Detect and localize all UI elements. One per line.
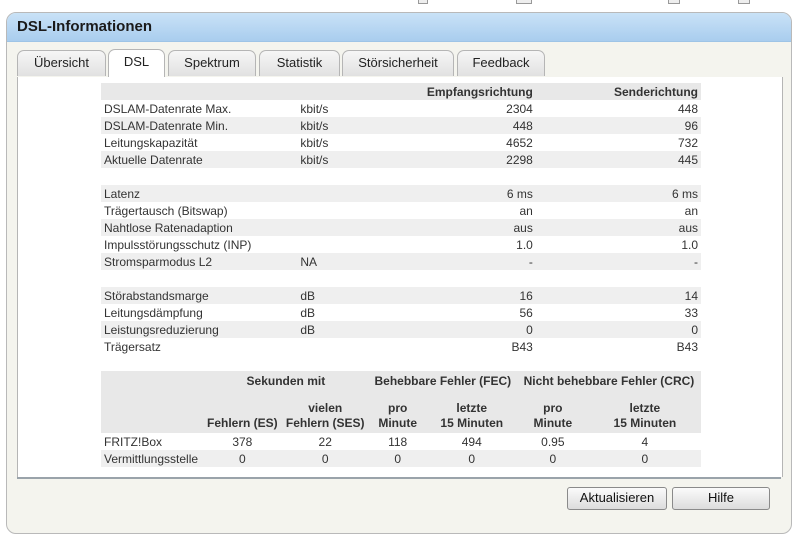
sub-header xyxy=(203,399,282,433)
header-crc: Nicht behebbare Fehler (CRC) xyxy=(517,371,701,399)
row-value: 378 xyxy=(203,433,282,450)
table-row xyxy=(101,433,701,450)
row-label: Stromsparmodus L2 xyxy=(101,253,297,270)
row-rx-value: 2304 xyxy=(424,100,536,117)
row-tx-value: - xyxy=(536,253,701,270)
row-rx-value: 6 ms xyxy=(424,185,536,202)
row-rx-value: 1.0 xyxy=(424,236,536,253)
row-label xyxy=(101,168,297,185)
table-row xyxy=(101,185,701,202)
row-label: Störabstandsmarge xyxy=(101,287,297,304)
row-value: 0 xyxy=(427,450,517,467)
error-group-header-row xyxy=(101,371,701,399)
header-empty xyxy=(297,83,423,100)
table-row xyxy=(101,202,701,219)
row-rx-value: 0 xyxy=(424,321,536,338)
row-tx-value: 445 xyxy=(536,151,701,168)
sub-header-line: vielen xyxy=(308,401,343,415)
table-row xyxy=(101,253,701,270)
tab-stoersicherheit[interactable]: Störsicherheit xyxy=(342,50,454,76)
header-empty xyxy=(101,371,203,399)
sub-header-line: letzte xyxy=(629,401,661,415)
row-rx-value: 56 xyxy=(424,304,536,321)
row-tx-value: B43 xyxy=(536,338,701,355)
table-row xyxy=(101,100,701,117)
footer-divider xyxy=(17,477,781,479)
header-empty xyxy=(101,399,203,433)
row-unit xyxy=(297,168,423,185)
refresh-button[interactable]: Aktualisieren xyxy=(567,487,667,510)
table-row xyxy=(101,151,701,168)
tab-spektrum[interactable]: Spektrum xyxy=(168,50,256,76)
row-unit: dB xyxy=(297,287,423,304)
sub-header-line: Fehlern (SES) xyxy=(285,416,365,430)
row-unit: kbit/s xyxy=(297,117,423,134)
row-rx-value xyxy=(424,168,536,185)
row-unit xyxy=(297,236,423,253)
row-label: Vermittlungsstelle xyxy=(101,450,203,467)
row-rx-value: 4652 xyxy=(424,134,536,151)
sub-header-line: pro xyxy=(543,401,563,415)
toolbar-icon[interactable] xyxy=(418,0,428,4)
row-tx-value: aus xyxy=(536,219,701,236)
row-tx-value: 1.0 xyxy=(536,236,701,253)
table-row xyxy=(101,117,701,134)
row-value: 494 xyxy=(427,433,517,450)
row-label: Latenz xyxy=(101,185,297,202)
row-label: Trägertausch (Bitswap) xyxy=(101,202,297,219)
table-row xyxy=(101,287,701,304)
table-row xyxy=(101,321,701,338)
row-unit xyxy=(297,270,423,287)
row-unit: NA xyxy=(297,253,423,270)
table-row xyxy=(101,304,701,321)
toolbar-icon[interactable] xyxy=(668,0,680,4)
row-value: 0.95 xyxy=(517,433,589,450)
row-tx-value: 0 xyxy=(536,321,701,338)
header-rx: Empfangsrichtung xyxy=(424,83,536,100)
row-label: Leistungsreduzierung xyxy=(101,321,297,338)
row-tx-value xyxy=(536,270,701,287)
row-unit: kbit/s xyxy=(297,100,423,117)
tab-feedback[interactable]: Feedback xyxy=(457,50,545,76)
row-label xyxy=(101,270,297,287)
sub-header-line: 15 Minuten xyxy=(440,416,504,430)
row-tx-value: 14 xyxy=(536,287,701,304)
header-seconds-with: Sekunden mit xyxy=(203,371,369,399)
help-button[interactable]: Hilfe xyxy=(672,487,770,510)
row-unit xyxy=(297,185,423,202)
row-rx-value: B43 xyxy=(424,338,536,355)
table-row xyxy=(101,270,701,287)
dsl-info-body xyxy=(101,100,701,355)
row-tx-value: 96 xyxy=(536,117,701,134)
row-rx-value: - xyxy=(424,253,536,270)
row-tx-value: 448 xyxy=(536,100,701,117)
row-value: 118 xyxy=(369,433,427,450)
table-row xyxy=(101,168,701,185)
row-tx-value: 6 ms xyxy=(536,185,701,202)
sub-header xyxy=(282,399,369,433)
row-unit xyxy=(297,202,423,219)
row-value: 0 xyxy=(517,450,589,467)
dsl-info-table xyxy=(101,83,701,355)
row-rx-value: an xyxy=(424,202,536,219)
row-unit xyxy=(297,219,423,236)
row-unit: dB xyxy=(297,304,423,321)
sub-header xyxy=(369,399,427,433)
sub-header-line: Minute xyxy=(378,416,417,430)
row-label: Trägersatz xyxy=(101,338,297,355)
panel-title: DSL-Informationen xyxy=(7,13,791,42)
error-table xyxy=(101,371,701,467)
row-label: DSLAM-Datenrate Max. xyxy=(101,100,297,117)
row-value: 0 xyxy=(589,450,701,467)
row-value: 22 xyxy=(282,433,369,450)
row-value: 0 xyxy=(282,450,369,467)
row-label: FRITZ!Box xyxy=(101,433,203,450)
row-value: 0 xyxy=(203,450,282,467)
row-rx-value: 16 xyxy=(424,287,536,304)
error-table-body xyxy=(101,433,701,467)
row-label: Nahtlose Ratenadaption xyxy=(101,219,297,236)
tab-dsl[interactable]: DSL xyxy=(108,49,165,77)
sub-header xyxy=(589,399,701,433)
sub-header-line: pro xyxy=(387,401,408,415)
row-rx-value xyxy=(424,270,536,287)
row-unit: kbit/s xyxy=(297,151,423,168)
tab-content xyxy=(17,77,783,477)
toolbar-icon[interactable] xyxy=(516,0,532,4)
dsl-info-panel xyxy=(6,12,792,534)
row-label: Leitungsdämpfung xyxy=(101,304,297,321)
sub-header xyxy=(427,399,517,433)
row-tx-value xyxy=(536,168,701,185)
row-label: Leitungskapazität xyxy=(101,134,297,151)
row-label: DSLAM-Datenrate Min. xyxy=(101,117,297,134)
row-unit xyxy=(297,338,423,355)
row-tx-value: 732 xyxy=(536,134,701,151)
table-row xyxy=(101,134,701,151)
table-row xyxy=(101,236,701,253)
error-sub-header-row xyxy=(101,399,701,433)
header-tx: Senderichtung xyxy=(536,83,701,100)
tab-uebersicht[interactable]: Übersicht xyxy=(17,50,106,76)
row-unit: dB xyxy=(297,321,423,338)
row-rx-value: aus xyxy=(424,219,536,236)
toolbar-icon[interactable] xyxy=(738,0,750,4)
row-label: Impulsstörungsschutz (INP) xyxy=(101,236,297,253)
row-tx-value: an xyxy=(536,202,701,219)
sub-header-line: Minute xyxy=(533,416,573,430)
header-empty xyxy=(101,83,297,100)
row-value: 4 xyxy=(589,433,701,450)
sub-header-line: Fehlern (ES) xyxy=(206,416,278,430)
row-tx-value: 33 xyxy=(536,304,701,321)
row-rx-value: 448 xyxy=(424,117,536,134)
tab-statistik[interactable]: Statistik xyxy=(259,50,340,76)
sub-header xyxy=(517,399,589,433)
row-unit: kbit/s xyxy=(297,134,423,151)
table-row xyxy=(101,219,701,236)
row-rx-value: 2298 xyxy=(424,151,536,168)
row-label: Aktuelle Datenrate xyxy=(101,151,297,168)
row-value: 0 xyxy=(369,450,427,467)
sub-header-line: letzte xyxy=(456,401,488,415)
table-header-row xyxy=(101,83,701,100)
header-fec: Behebbare Fehler (FEC) xyxy=(369,371,517,399)
sub-header-line: 15 Minuten xyxy=(613,416,677,430)
table-row xyxy=(101,450,701,467)
top-strip xyxy=(0,0,798,8)
table-row xyxy=(101,338,701,355)
